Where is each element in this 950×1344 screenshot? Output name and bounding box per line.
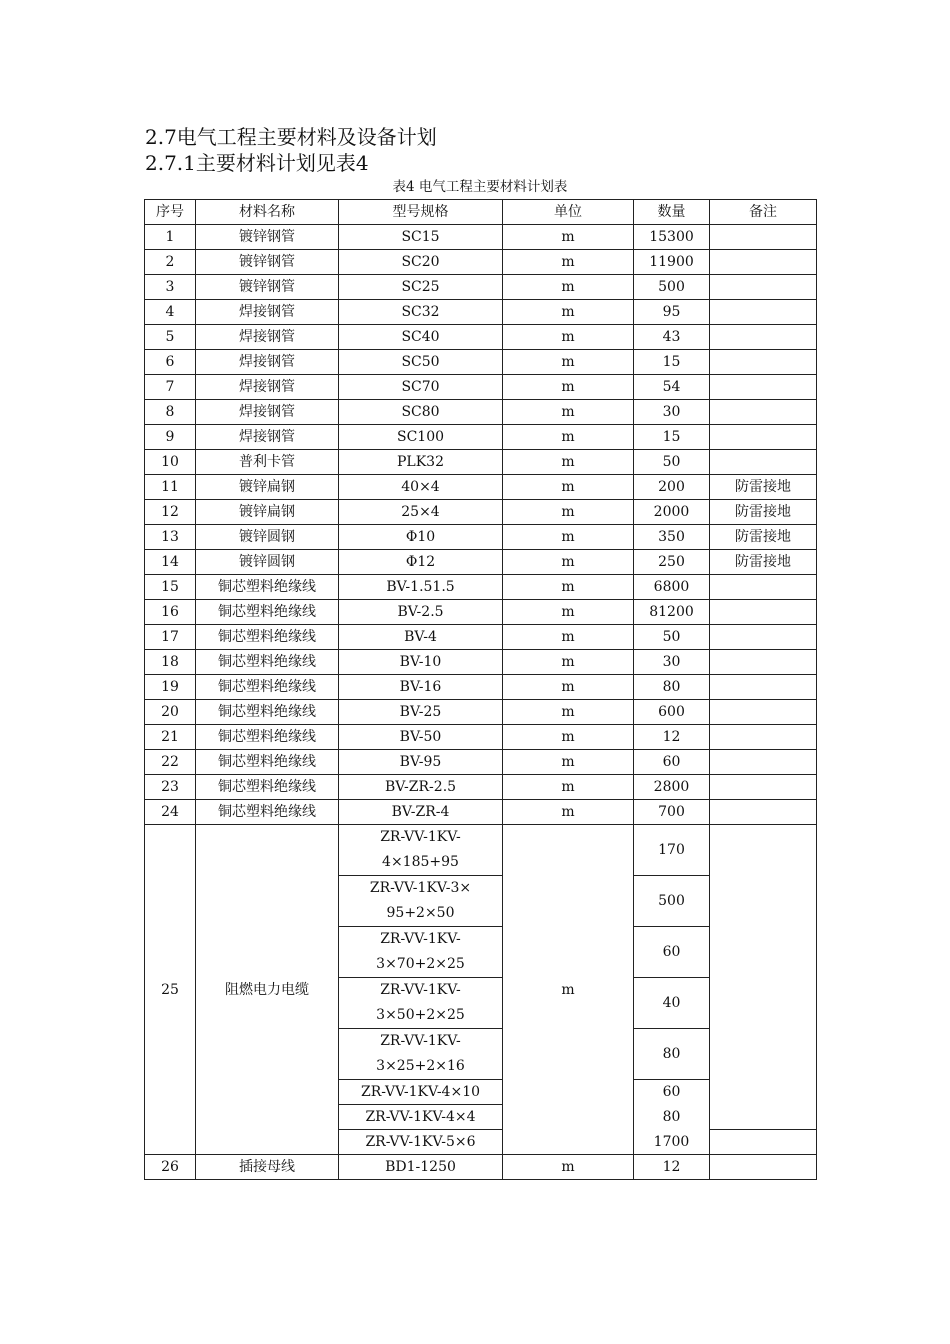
cell-name: 焊接钢管 <box>196 350 339 375</box>
column-header-no: 序号 <box>145 200 196 225</box>
table-row <box>145 650 817 675</box>
cell-spec: SC32 <box>339 300 503 325</box>
cell-note: 防雷接地 <box>710 475 817 500</box>
cell-note <box>710 1155 817 1180</box>
cell-qty: 12 <box>634 725 710 750</box>
cell-spec: BV-50 <box>339 725 503 750</box>
cell-no: 13 <box>145 525 196 550</box>
cell-spec: SC25 <box>339 275 503 300</box>
cell-qty: 43 <box>634 325 710 350</box>
cell-qty: 80 <box>634 1105 710 1130</box>
cell-note <box>710 400 817 425</box>
cell-spec: BD1-1250 <box>339 1155 503 1180</box>
cell-unit: m <box>503 250 634 275</box>
table-header-row <box>145 200 817 225</box>
cell-no: 18 <box>145 650 196 675</box>
cell-unit: m <box>503 575 634 600</box>
cell-qty: 15 <box>634 350 710 375</box>
cell-qty: 1700 <box>634 1130 710 1155</box>
cell-unit: m <box>503 275 634 300</box>
cell-spec: BV-95 <box>339 750 503 775</box>
cell-spec <box>339 876 503 927</box>
cell-unit: m <box>503 750 634 775</box>
cell-name: 焊接钢管 <box>196 375 339 400</box>
cell-qty: 15300 <box>634 225 710 250</box>
cell-spec: Φ10 <box>339 525 503 550</box>
cell-qty: 30 <box>634 400 710 425</box>
cell-qty: 700 <box>634 800 710 825</box>
cell-name: 镀锌钢管 <box>196 250 339 275</box>
cell-unit: m <box>503 400 634 425</box>
cell-unit: m <box>503 475 634 500</box>
cell-spec: BV-1.51.5 <box>339 575 503 600</box>
cell-spec: 40×4 <box>339 475 503 500</box>
cell-name: 焊接钢管 <box>196 425 339 450</box>
cell-name: 镀锌圆钢 <box>196 550 339 575</box>
column-header-unit: 单位 <box>503 200 634 225</box>
cell-no: 2 <box>145 250 196 275</box>
spec-line: 3×25+2×16 <box>376 1058 465 1074</box>
cell-no: 6 <box>145 350 196 375</box>
cell-name: 铜芯塑料绝缘线 <box>196 800 339 825</box>
cell-no: 8 <box>145 400 196 425</box>
cell-spec: 25×4 <box>339 500 503 525</box>
table-row <box>145 625 817 650</box>
table-row <box>145 250 817 275</box>
cell-qty: 600 <box>634 700 710 725</box>
cell-name: 普利卡管 <box>196 450 339 475</box>
cell-name: 铜芯塑料绝缘线 <box>196 775 339 800</box>
cell-no: 10 <box>145 450 196 475</box>
cell-name: 铜芯塑料绝缘线 <box>196 625 339 650</box>
cell-note: 防雷接地 <box>710 500 817 525</box>
cell-spec: ZR-VV-1KV-4×4 <box>339 1105 503 1130</box>
spec-line: 3×70+2×25 <box>376 956 465 972</box>
cell-spec: SC70 <box>339 375 503 400</box>
cell-spec: SC40 <box>339 325 503 350</box>
cell-qty: 60 <box>634 1080 710 1105</box>
cell-no: 14 <box>145 550 196 575</box>
table-row <box>145 350 817 375</box>
table-row <box>145 575 817 600</box>
cell-note <box>710 375 817 400</box>
table-row <box>145 375 817 400</box>
cell-qty: 170 <box>634 825 710 876</box>
cell-qty: 50 <box>634 625 710 650</box>
cell-qty: 200 <box>634 475 710 500</box>
cell-note <box>710 800 817 825</box>
cell-no: 19 <box>145 675 196 700</box>
cell-qty: 30 <box>634 650 710 675</box>
cell-spec: SC15 <box>339 225 503 250</box>
cell-name: 镀锌扁钢 <box>196 475 339 500</box>
cell-note <box>710 650 817 675</box>
cell-qty: 80 <box>634 675 710 700</box>
cell-spec <box>339 1029 503 1080</box>
cell-note <box>710 325 817 350</box>
spec-line: 95+2×50 <box>386 905 455 921</box>
cell-note <box>710 250 817 275</box>
cell-spec: BV-4 <box>339 625 503 650</box>
spec-line: ZR-VV-1KV- <box>380 1033 461 1049</box>
cell-qty: 12 <box>634 1155 710 1180</box>
cell-spec <box>339 927 503 978</box>
cell-qty: 15 <box>634 425 710 450</box>
column-header-name: 材料名称 <box>196 200 339 225</box>
cell-unit: m <box>503 525 634 550</box>
cell-note <box>710 300 817 325</box>
cell-unit: m <box>503 350 634 375</box>
column-header-qty: 数量 <box>634 200 710 225</box>
cell-qty: 81200 <box>634 600 710 625</box>
cell-no: 3 <box>145 275 196 300</box>
cell-note <box>710 775 817 800</box>
cell-name: 镀锌钢管 <box>196 225 339 250</box>
table-row <box>145 750 817 775</box>
cell-name: 镀锌圆钢 <box>196 525 339 550</box>
cell-unit: m <box>503 725 634 750</box>
cell-unit: m <box>503 700 634 725</box>
cell-note <box>710 750 817 775</box>
cell-spec: PLK32 <box>339 450 503 475</box>
cell-name: 焊接钢管 <box>196 325 339 350</box>
cell-name: 镀锌钢管 <box>196 275 339 300</box>
section-heading: 2.7电气工程主要材料及设备计划 <box>145 125 437 149</box>
table-row <box>145 775 817 800</box>
subsection-heading: 2.7.1主要材料计划见表4 <box>145 151 369 175</box>
cell-qty: 80 <box>634 1029 710 1080</box>
cell-no: 17 <box>145 625 196 650</box>
spec-line: 4×185+95 <box>382 854 459 870</box>
table-row <box>145 400 817 425</box>
cell-name: 铜芯塑料绝缘线 <box>196 725 339 750</box>
cell-qty: 2000 <box>634 500 710 525</box>
cell-unit: m <box>503 800 634 825</box>
cell-unit: m <box>503 650 634 675</box>
cell-note <box>710 675 817 700</box>
cell-name: 铜芯塑料绝缘线 <box>196 600 339 625</box>
cell-no: 11 <box>145 475 196 500</box>
spec-line: ZR-VV-1KV-3× <box>369 880 472 896</box>
cell-unit: m <box>503 550 634 575</box>
cell-note <box>710 575 817 600</box>
cell-no: 12 <box>145 500 196 525</box>
cell-spec: ZR-VV-1KV-4×10 <box>339 1080 503 1105</box>
cell-no: 21 <box>145 725 196 750</box>
table-row <box>145 800 817 825</box>
cell-unit: m <box>503 675 634 700</box>
cell-note <box>710 725 817 750</box>
cell-spec: BV-16 <box>339 675 503 700</box>
table-row <box>145 325 817 350</box>
cell-note <box>710 1130 817 1155</box>
cell-spec: BV-10 <box>339 650 503 675</box>
cell-unit: m <box>503 825 634 1155</box>
table-row <box>145 700 817 725</box>
cell-unit: m <box>503 450 634 475</box>
cell-qty: 60 <box>634 750 710 775</box>
table-row <box>145 425 817 450</box>
cell-no: 1 <box>145 225 196 250</box>
cell-qty: 95 <box>634 300 710 325</box>
cell-qty: 500 <box>634 275 710 300</box>
cell-unit: m <box>503 225 634 250</box>
cell-qty: 40 <box>634 978 710 1029</box>
cell-name: 铜芯塑料绝缘线 <box>196 650 339 675</box>
cell-unit: m <box>503 425 634 450</box>
table-row <box>145 525 817 550</box>
table-row <box>145 600 817 625</box>
cell-qty: 250 <box>634 550 710 575</box>
cell-qty: 6800 <box>634 575 710 600</box>
cell-spec: SC80 <box>339 400 503 425</box>
cell-name: 焊接钢管 <box>196 300 339 325</box>
table-row <box>145 1155 817 1180</box>
cell-no: 20 <box>145 700 196 725</box>
cell-unit: m <box>503 1155 634 1180</box>
cell-no: 23 <box>145 775 196 800</box>
table-row <box>145 275 817 300</box>
table-row <box>145 300 817 325</box>
cell-spec: SC50 <box>339 350 503 375</box>
cell-qty: 350 <box>634 525 710 550</box>
cell-qty: 50 <box>634 450 710 475</box>
cell-name: 镀锌扁钢 <box>196 500 339 525</box>
cell-spec: BV-ZR-4 <box>339 800 503 825</box>
spec-line: ZR-VV-1KV- <box>380 982 461 998</box>
cell-unit: m <box>503 325 634 350</box>
cell-no: 15 <box>145 575 196 600</box>
cell-name: 阻燃电力电缆 <box>196 825 339 1155</box>
cell-no: 22 <box>145 750 196 775</box>
cell-note: 防雷接地 <box>710 525 817 550</box>
cell-name: 铜芯塑料绝缘线 <box>196 750 339 775</box>
cell-note <box>710 225 817 250</box>
cell-no: 7 <box>145 375 196 400</box>
cell-note <box>710 600 817 625</box>
materials-table <box>144 199 817 1180</box>
table-row <box>145 450 817 475</box>
cell-no: 25 <box>145 825 196 1155</box>
cell-note <box>710 700 817 725</box>
table-row <box>145 475 817 500</box>
cell-qty: 500 <box>634 876 710 927</box>
cell-spec: SC100 <box>339 425 503 450</box>
cell-spec: BV-2.5 <box>339 600 503 625</box>
cell-qty: 54 <box>634 375 710 400</box>
cell-unit: m <box>503 625 634 650</box>
cell-spec: BV-ZR-2.5 <box>339 775 503 800</box>
spec-line: ZR-VV-1KV- <box>380 931 461 947</box>
cell-name: 插接母线 <box>196 1155 339 1180</box>
cell-no: 9 <box>145 425 196 450</box>
cell-no: 26 <box>145 1155 196 1180</box>
cell-spec <box>339 825 503 876</box>
column-header-note: 备注 <box>710 200 817 225</box>
cell-no: 5 <box>145 325 196 350</box>
column-header-spec: 型号规格 <box>339 200 503 225</box>
cell-qty: 11900 <box>634 250 710 275</box>
cell-note <box>710 825 817 1130</box>
cell-spec: Φ12 <box>339 550 503 575</box>
cell-spec <box>339 978 503 1029</box>
table-row <box>145 725 817 750</box>
cell-no: 16 <box>145 600 196 625</box>
cell-note <box>710 450 817 475</box>
cell-note <box>710 275 817 300</box>
cell-no: 24 <box>145 800 196 825</box>
cell-note: 防雷接地 <box>710 550 817 575</box>
cell-unit: m <box>503 300 634 325</box>
cell-qty: 60 <box>634 927 710 978</box>
cell-no: 4 <box>145 300 196 325</box>
table-row <box>145 675 817 700</box>
spec-line: ZR-VV-1KV- <box>380 829 461 845</box>
cell-note <box>710 625 817 650</box>
cell-spec: BV-25 <box>339 700 503 725</box>
cell-name: 铜芯塑料绝缘线 <box>196 675 339 700</box>
cell-unit: m <box>503 375 634 400</box>
cell-spec: ZR-VV-1KV-5×6 <box>339 1130 503 1155</box>
cell-name: 铜芯塑料绝缘线 <box>196 700 339 725</box>
cell-unit: m <box>503 600 634 625</box>
cell-spec: SC20 <box>339 250 503 275</box>
cell-note <box>710 350 817 375</box>
cell-unit: m <box>503 775 634 800</box>
cell-note <box>710 425 817 450</box>
table-caption: 表4 电气工程主要材料计划表 <box>392 179 568 195</box>
table-row <box>145 500 817 525</box>
table-row <box>145 225 817 250</box>
cell-name: 焊接钢管 <box>196 400 339 425</box>
cell-name: 铜芯塑料绝缘线 <box>196 575 339 600</box>
cell-qty: 2800 <box>634 775 710 800</box>
table-row <box>145 550 817 575</box>
spec-line: 3×50+2×25 <box>376 1007 465 1023</box>
cell-unit: m <box>503 500 634 525</box>
